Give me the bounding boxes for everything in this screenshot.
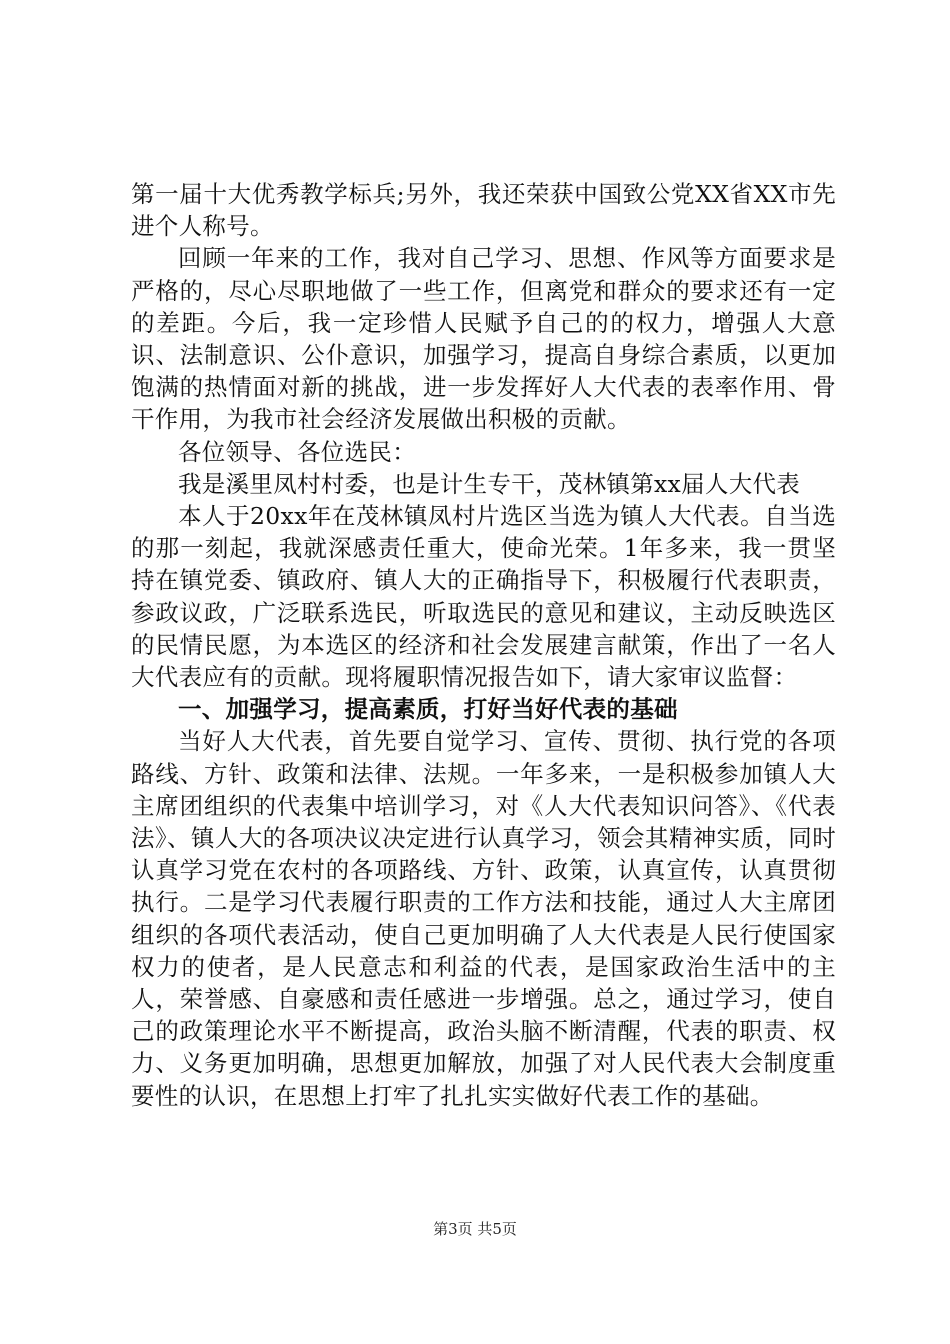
paragraph-continuation: 第一届十大优秀教学标兵;另外，我还荣获中国致公党XX省XX市先进个人称号。 xyxy=(131,180,836,241)
document-body xyxy=(131,178,836,1112)
paragraph-introduction: 我是溪里凤村村委，也是计生专干，茂林镇第xx届人大代表 xyxy=(178,469,801,498)
paragraph-study: 当好人大代表，首先要自觉学习、宣传、贯彻、执行党的各项路线、方针、政策和法律、法规。一年多来，一是积极参加镇人大主席团组织的代表集中培训学习，对《人大代表知识问答》、《代表法》、镇人大的各项决议决定进行认真学习，领会其精神实质，同时认真学习党在农村的各项路线、方针、政策，认真宣传，认真贯彻执行。二是学习代表履行职责的工作方法和技能，通过人大主席团组织的各项代表活动，使自己更加明确了人大代表是人民行使国家权力的使者，是人民意志和利益的代表，是国家政治生活中的主人，荣誉感、自豪感和责任感进一步增强。总之，通过学习，使自己的政策理论水平不断提高，政治头脑不断清醒，代表的职责、权力、义务更加明确，思想更加解放，加强了对人民代表大会制度重要性的认识，在思想上打牢了扎扎实实做好代表工作的基础。 xyxy=(131,727,836,1110)
paragraph-election: 本人于20xx年在茂林镇凤村片选区当选为镇人大代表。自当选的那一刻起，我就深感责任重大，使命光荣。1年多来，我一贯坚持在镇党委、镇政府、镇人大的正确指导下，积极履行代表职责，参政议政，广泛联系选民，听取选民的意见和建议，主动反映选区的民情民愿，为本选区的经济和社会发展建言献策，作出了一名人大代表应有的贡献。现将履职情况报告如下，请大家审议监督： xyxy=(131,502,836,692)
section-heading: 一、加强学习，提高素质，打好当好代表的基础 xyxy=(178,695,678,724)
paragraph-greeting: 各位领导、各位选民： xyxy=(178,437,416,466)
paragraph-review: 回顾一年来的工作，我对自己学习、思想、作风等方面要求是严格的，尽心尽职地做了一些工作，但离党和群众的要求还有一定的差距。今后，我一定珍惜人民赋予自己的的权力，增强人大意识、法制意识、公仆意识，加强学习，提高自身综合素质，以更加饱满的热情面对新的挑战，进一步发挥好人大代表的表率作用、骨干作用，为我市社会经济发展做出积极的贡献。 xyxy=(131,244,836,434)
page-number-footer: 第3页 共5页 xyxy=(433,1220,517,1238)
